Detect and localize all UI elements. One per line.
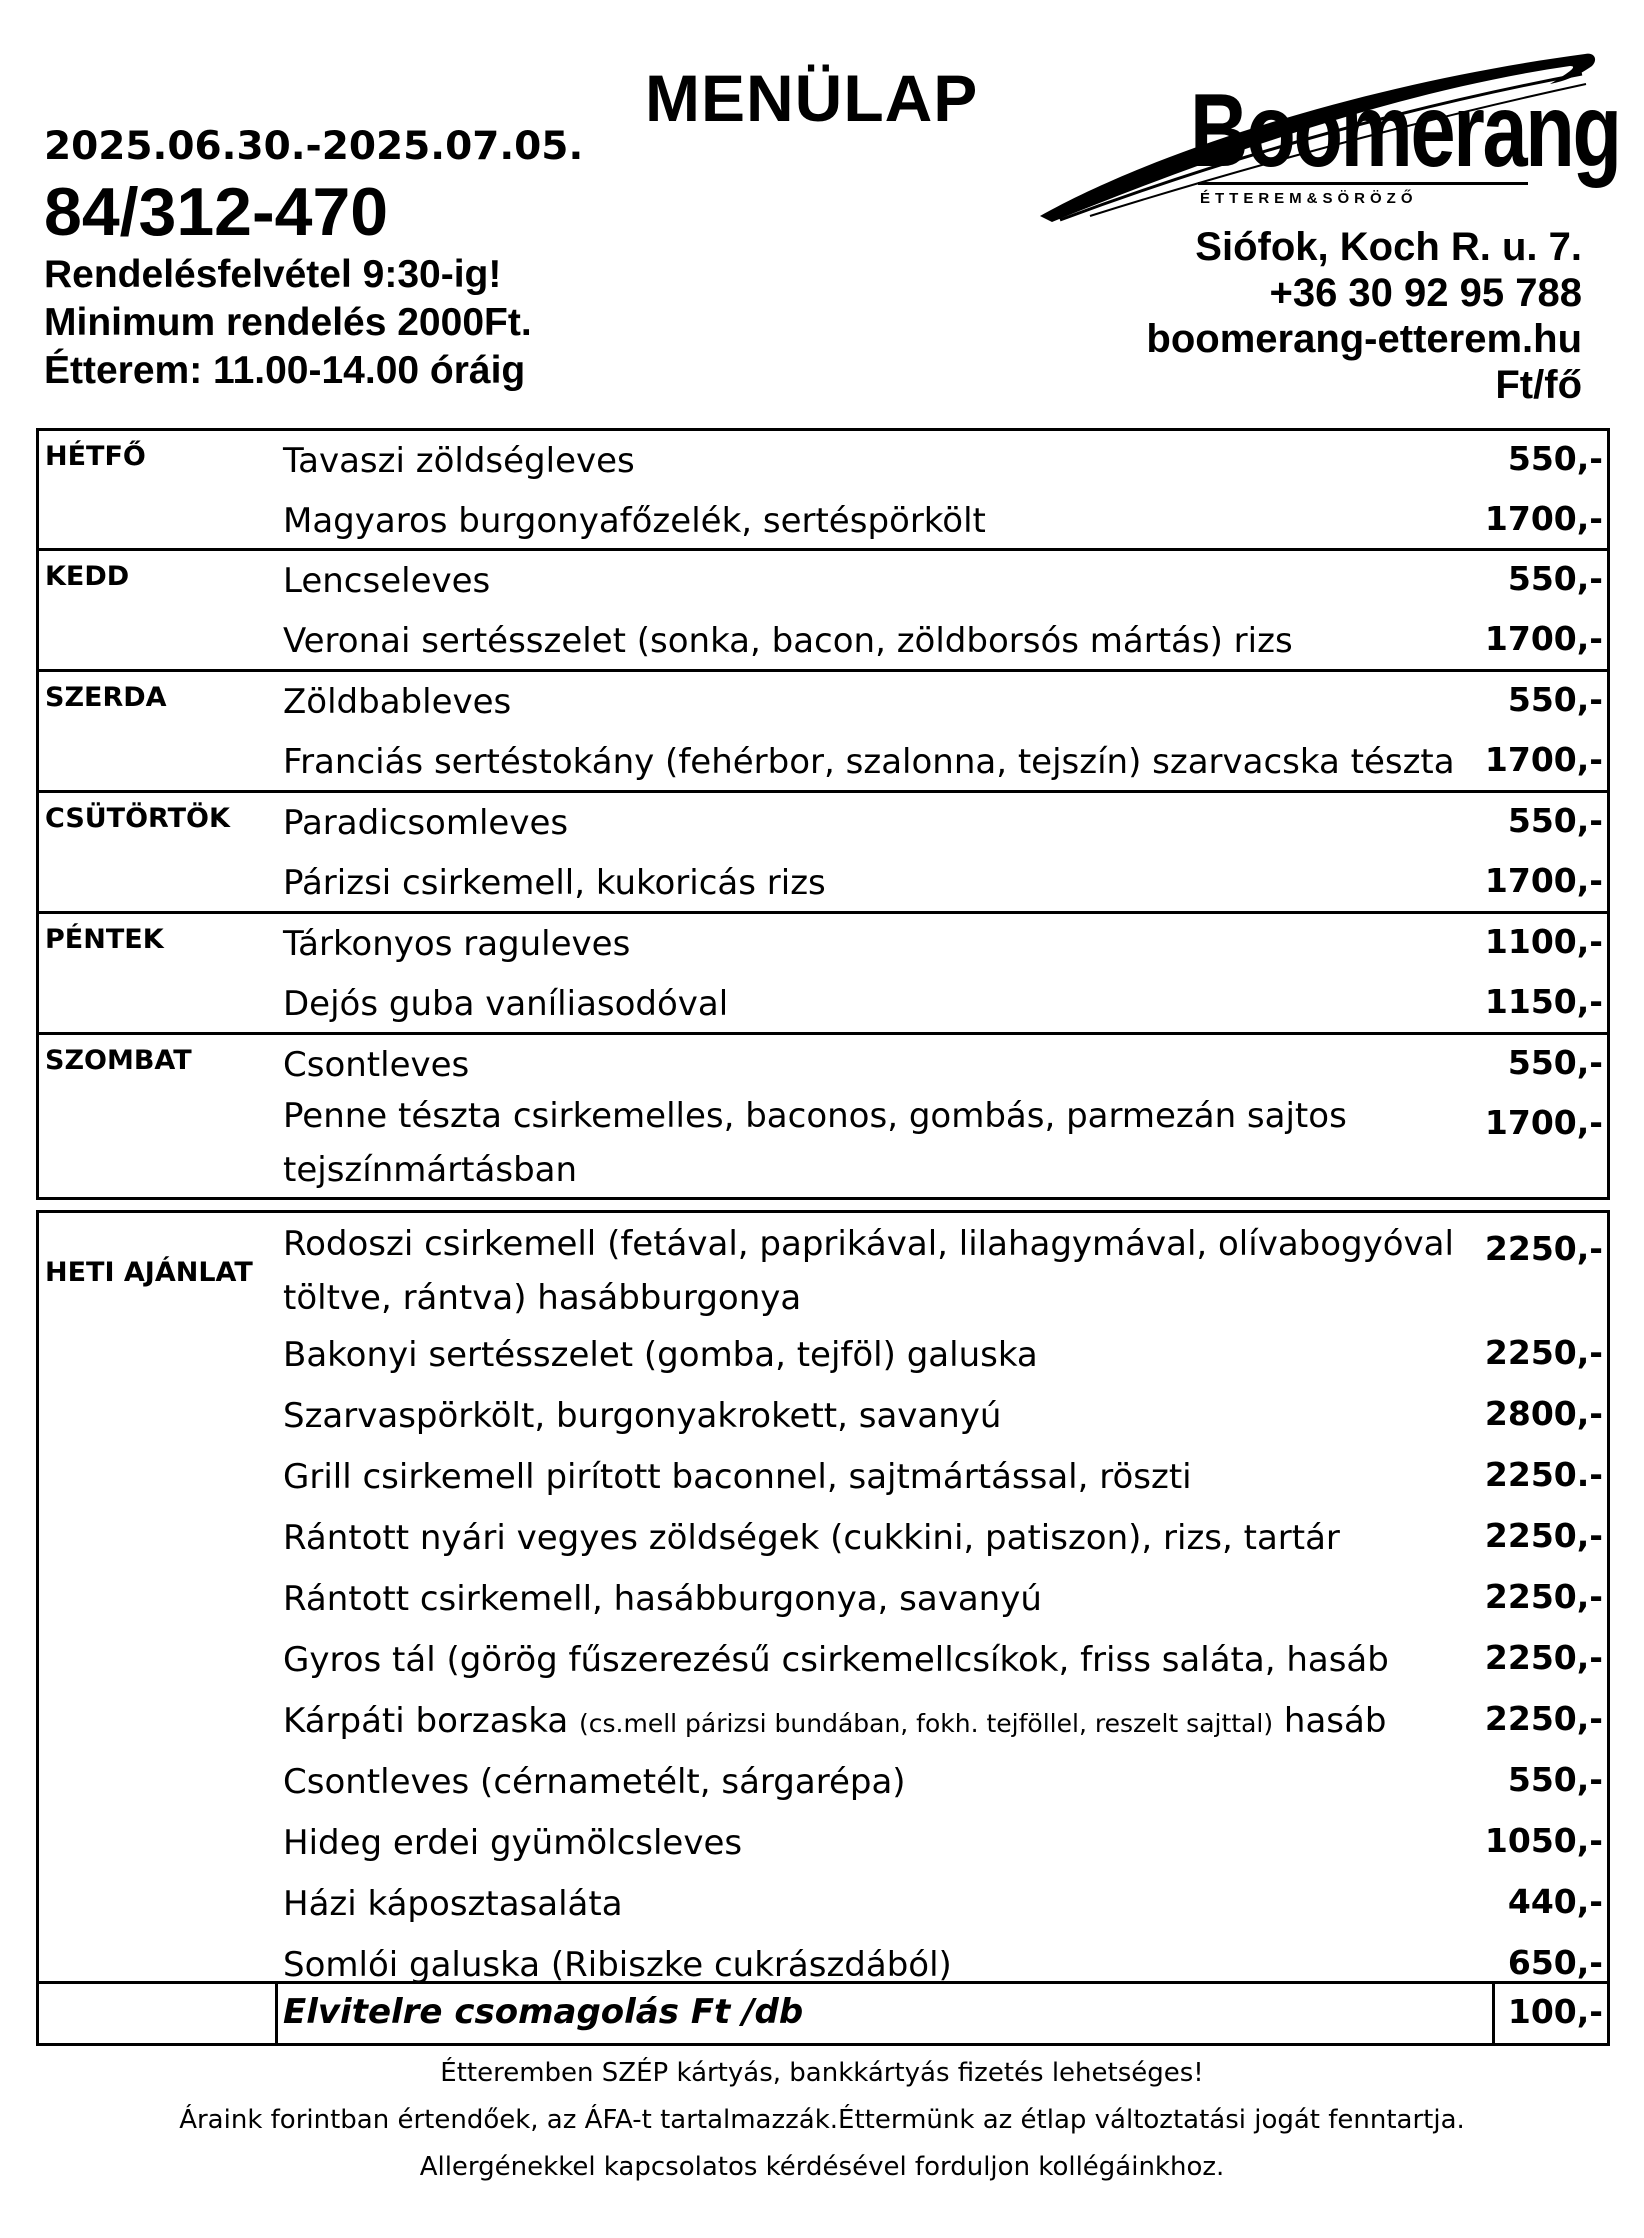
item-price: 550,-: [1507, 801, 1603, 840]
item-name: Veronai sertésszelet (sonka, bacon, zöldborsós mártás) rizs: [283, 621, 1293, 661]
item-price: 440,-: [1507, 1882, 1603, 1921]
menu-item: [39, 914, 1607, 974]
daily-menu-table: [36, 428, 1610, 1200]
item-price: 2250,-: [1484, 1229, 1603, 1268]
menu-item: [39, 793, 1607, 853]
weekly-offer-table: [36, 1210, 1610, 2046]
item-name-end: hasáb: [1273, 1701, 1387, 1741]
boomerang-logo: [1030, 44, 1620, 234]
menu-item: [39, 431, 1607, 491]
weekly-offer-label: HETI AJÁNLAT: [45, 1257, 253, 1288]
menu-item: [39, 611, 1607, 671]
item-price: 2250,-: [1484, 1333, 1603, 1372]
item-name: Tavaszi zöldségleves: [283, 441, 635, 481]
item-name: Tárkonyos raguleves: [283, 924, 631, 964]
allergen-note: Allergénekkel kapcsolatos kérdésével forduljon kollégáinkhoz.: [419, 2152, 1225, 2182]
item-name-main: Kárpáti borzaska: [283, 1701, 580, 1741]
item-name: Bakonyi sertésszelet (gomba, tejföl) galuska: [283, 1335, 1038, 1375]
day-thursday: [39, 793, 1607, 914]
item-price: 550,-: [1507, 1760, 1603, 1799]
address: Siófok, Koch R. u. 7.: [1195, 225, 1582, 269]
date-range: 2025.06.30.-2025.07.05.: [44, 124, 584, 169]
day-name: HÉTFŐ: [45, 441, 146, 472]
item-name: Párizsi csirkemell, kukoricás rizs: [283, 863, 826, 903]
item-price: 1700,-: [1484, 619, 1603, 658]
item-name: Grill csirkemell pirított baconnel, sajtmártással, röszti: [283, 1457, 1192, 1497]
footer-notes: [0, 2050, 1644, 2191]
logo-brand: Boomerang: [1190, 73, 1620, 189]
item-name: [283, 1701, 1386, 1741]
item-name: Gyros tál (görög fűszerezésű csirkemellcsíkok, friss saláta, hasáb: [283, 1640, 1389, 1680]
item-name-detail: (cs.mell párizsi bundában, fokh. tejföllel, reszelt sajttal): [579, 1709, 1274, 1738]
offer-item: [39, 1691, 1607, 1752]
item-name: Zöldbableves: [283, 682, 512, 722]
item-price: 1100,-: [1484, 922, 1603, 961]
item-name: Rántott csirkemell, hasábburgonya, savanyú: [283, 1579, 1042, 1619]
menu-item: [39, 853, 1607, 913]
packaging-label: Elvitelre csomagolás Ft /db: [283, 1992, 804, 2032]
offer-item: [39, 1569, 1607, 1630]
item-name: Rodoszi csirkemell (fetával, paprikával, lilahagymával, olívabogyóval töltve, rántva) hasábburgonya: [283, 1224, 1454, 1318]
day-name: CSÜTÖRTÖK: [45, 803, 230, 834]
day-monday: [39, 431, 1607, 551]
column-divider: [275, 1984, 278, 2043]
item-name: Házi káposztasaláta: [283, 1884, 623, 1924]
menu-item: [39, 974, 1607, 1034]
offer-item: [39, 1447, 1607, 1508]
menu-item: [39, 672, 1607, 732]
offer-item: [39, 1813, 1607, 1874]
restaurant-hours: Étterem: 11.00-14.00 óráig: [44, 349, 526, 392]
day-wednesday: [39, 672, 1607, 793]
order-deadline: Rendelésfelvétel 9:30-ig!: [44, 253, 502, 296]
weekly-offer-list: [39, 1221, 1607, 1996]
item-name: Magyaros burgonyafőzelék, sertéspörkölt: [283, 501, 986, 541]
item-name: Franciás sertéstokány (fehérbor, szalonna, tejszín) szarvacska tészta: [283, 742, 1455, 782]
item-price: 1700,-: [1484, 861, 1603, 900]
item-price: 2250,-: [1484, 1638, 1603, 1677]
item-price: 1150,-: [1484, 982, 1603, 1021]
item-name: Csontleves: [283, 1045, 470, 1085]
item-price: 550,-: [1507, 680, 1603, 719]
phone-number: 84/312-470: [44, 174, 389, 250]
day-tuesday: [39, 551, 1607, 672]
day-name: SZOMBAT: [45, 1045, 192, 1076]
item-price: 1700,-: [1484, 1103, 1603, 1142]
item-name: Lencseleves: [283, 561, 491, 601]
offer-item: [39, 1874, 1607, 1935]
day-saturday: [39, 1035, 1607, 1197]
offer-item: [39, 1221, 1607, 1325]
payment-note: Étteremben SZÉP kártyás, bankkártyás fizetés lehetséges!: [440, 2058, 1204, 2088]
item-price: 2250,-: [1484, 1577, 1603, 1616]
item-name: Somlói galuska (Ribiszke cukrászdából): [283, 1945, 952, 1985]
menu-item: [39, 1035, 1607, 1095]
menu-item: [39, 491, 1607, 551]
offer-item: [39, 1752, 1607, 1813]
day-friday: [39, 914, 1607, 1035]
item-price: 1700,-: [1484, 740, 1603, 779]
day-name: SZERDA: [45, 682, 167, 713]
item-name: Paradicsomleves: [283, 803, 569, 843]
contact-info: [1146, 224, 1582, 408]
item-price: 2250,-: [1484, 1699, 1603, 1738]
item-name: Hideg erdei gyümölcsleves: [283, 1823, 743, 1863]
item-price: 550,-: [1507, 1043, 1603, 1082]
item-name: Penne tészta csirkemelles, baconos, gombás, parmezán sajtos tejszínmártásban: [283, 1096, 1347, 1190]
packaging-price: 100,-: [1507, 1992, 1603, 2031]
item-price: 2800,-: [1484, 1394, 1603, 1433]
price-unit: Ft/fő: [1495, 363, 1582, 407]
day-name: KEDD: [45, 561, 130, 592]
header-info: [44, 124, 583, 395]
item-price: 550,-: [1507, 559, 1603, 598]
minimum-order: Minimum rendelés 2000Ft.: [44, 301, 532, 344]
column-divider: [1492, 1984, 1495, 2043]
item-price: 550,-: [1507, 439, 1603, 478]
item-name: Rántott nyári vegyes zöldségek (cukkini, patiszon), rizs, tartár: [283, 1518, 1340, 1558]
day-name: PÉNTEK: [45, 924, 164, 955]
offer-item: [39, 1325, 1607, 1386]
item-price: 650,-: [1507, 1943, 1603, 1982]
website: boomerang-etterem.hu: [1146, 317, 1582, 361]
menu-item: [39, 732, 1607, 792]
mobile-number: +36 30 92 95 788: [1269, 271, 1582, 315]
item-name: Szarvaspörkölt, burgonyakrokett, savanyú: [283, 1396, 1002, 1436]
logo-subtitle: ÉTTEREM&SÖRÖZŐ: [1200, 190, 1418, 207]
packaging-row: [39, 1981, 1607, 2043]
menu-item: [39, 1095, 1607, 1189]
menu-item: [39, 551, 1607, 611]
offer-item: [39, 1386, 1607, 1447]
item-price: 2250,-: [1484, 1516, 1603, 1555]
page-title: MENÜLAP: [645, 61, 979, 135]
item-price: 1700,-: [1484, 499, 1603, 538]
item-price: 1050,-: [1484, 1821, 1603, 1860]
item-name: Dejós guba vaníliasodóval: [283, 984, 729, 1024]
item-name: Csontleves (cérnametélt, sárgarépa): [283, 1762, 906, 1802]
item-price: 2250.-: [1484, 1455, 1603, 1494]
price-note: Áraink forintban értendőek, az ÁFA-t tartalmazzák.Éttermünk az étlap változtatási jogát fenntartja.: [179, 2105, 1465, 2135]
offer-item: [39, 1508, 1607, 1569]
offer-item: [39, 1630, 1607, 1691]
